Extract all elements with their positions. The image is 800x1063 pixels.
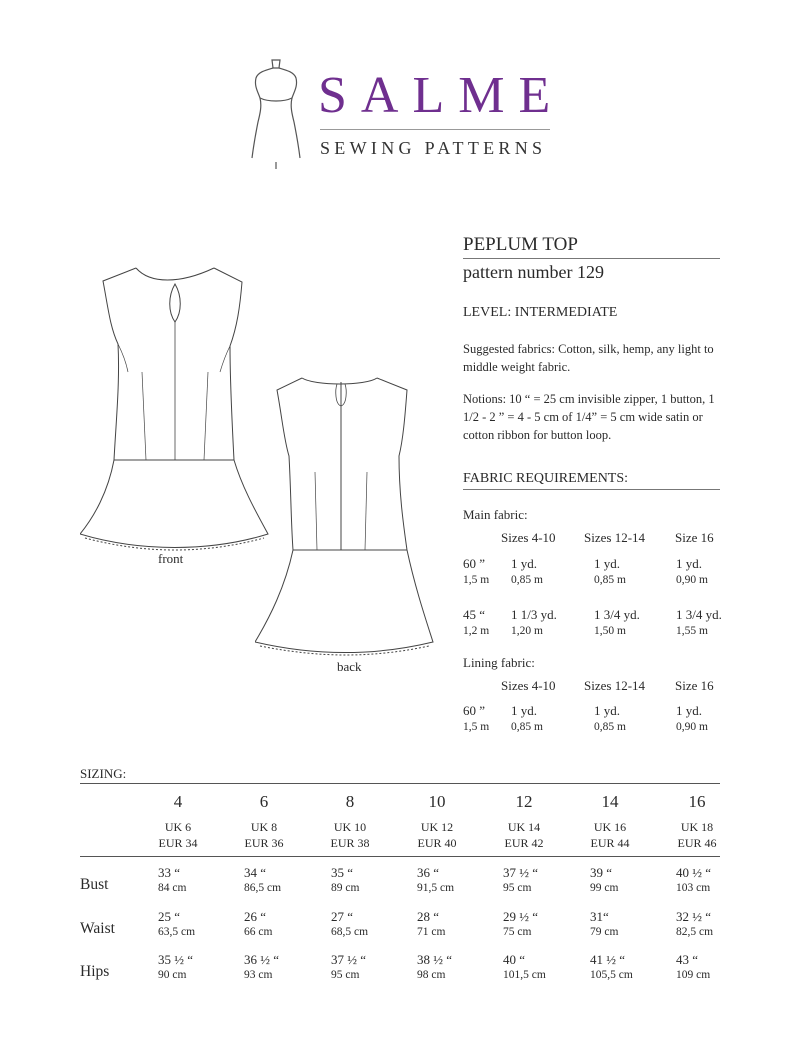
- measurement-cm: 93 cm: [244, 969, 273, 981]
- measurement-in: 35 ½ “: [158, 952, 194, 967]
- eur-size: EUR 36: [244, 836, 284, 850]
- measurement-in: 26 “: [244, 909, 267, 924]
- meters: 0,85 m: [594, 721, 626, 733]
- eur-size: EUR 42: [504, 836, 544, 850]
- measurement-cm: 89 cm: [331, 882, 360, 894]
- eur-size: EUR 46: [677, 836, 717, 850]
- brand-tagline: SEWING PATTERNS: [320, 138, 547, 158]
- size-number: 10: [428, 792, 446, 811]
- measurement-cm: 90 cm: [158, 969, 187, 981]
- size-number: 6: [259, 792, 269, 811]
- measurement-in: 37 ½ “: [503, 865, 539, 880]
- meters: 0,90 m: [676, 574, 708, 586]
- measurement-cm: 71 cm: [417, 926, 446, 938]
- measurement-in: 38 ½ “: [417, 952, 453, 967]
- measurement-cm: 105,5 cm: [590, 969, 633, 981]
- size-number: 16: [688, 792, 706, 811]
- measurement-cm: 86,5 cm: [244, 882, 282, 894]
- measurement-cm: 99 cm: [590, 882, 619, 894]
- uk-size: UK 16: [593, 820, 627, 834]
- measurement-cm: 95 cm: [331, 969, 360, 981]
- eur-size: EUR 40: [417, 836, 457, 850]
- uk-size: UK 18: [680, 820, 714, 834]
- measurement-in: 27 “: [331, 909, 354, 924]
- pattern-number: pattern number 129: [463, 262, 604, 282]
- level: LEVEL: INTERMEDIATE: [463, 305, 618, 320]
- measurement-in: 41 ½ “: [590, 952, 626, 967]
- front-label: front: [158, 551, 184, 566]
- uk-size: UK 8: [250, 820, 278, 834]
- measurement-cm: 66 cm: [244, 926, 273, 938]
- row-label-waist: Waist: [80, 920, 115, 937]
- yardage: 1 1/3 yd.: [511, 607, 557, 622]
- measurement-cm: 98 cm: [417, 969, 446, 981]
- meters: 1,50 m: [594, 625, 626, 637]
- measurement-in: 28 “: [417, 909, 440, 924]
- measurement-in: 29 ½ “: [503, 909, 539, 924]
- fabric-width-cm: 1,5 m: [463, 721, 490, 733]
- eur-size: EUR 38: [330, 836, 370, 850]
- yardage: 1 yd.: [676, 703, 702, 718]
- uk-size: UK 14: [507, 820, 541, 834]
- measurement-in: 37 ½ “: [331, 952, 367, 967]
- lining-header: Sizes 12-14: [584, 678, 646, 693]
- front-illustration: [80, 262, 270, 552]
- measurement-cm: 101,5 cm: [503, 969, 546, 981]
- eur-size: EUR 44: [590, 836, 630, 850]
- brand-divider: [320, 129, 550, 130]
- yardage: 1 yd.: [594, 556, 620, 571]
- measurement-in: 36 ½ “: [244, 952, 280, 967]
- uk-size: UK 10: [333, 820, 367, 834]
- size-number: 14: [601, 792, 619, 811]
- measurement-cm: 68,5 cm: [331, 926, 369, 938]
- fabric-width-cm: 1,5 m: [463, 574, 490, 586]
- fabric-divider: [463, 489, 720, 490]
- sizing-top-rule: [80, 783, 720, 784]
- measurement-in: 31“: [590, 909, 609, 924]
- measurement-in: 39 “: [590, 865, 613, 880]
- measurement-cm: 79 cm: [590, 926, 619, 938]
- dress-form-icon: [248, 58, 304, 170]
- yardage: 1 yd.: [511, 703, 537, 718]
- brand-name: SALME: [318, 67, 565, 124]
- pattern-title: PEPLUM TOP: [463, 234, 578, 255]
- measurement-in: 40 “: [503, 952, 526, 967]
- suggested-fabrics: Suggested fabrics: Cotton, silk, hemp, any light to middle weight fabric.: [463, 342, 714, 374]
- main-fabric-label: Main fabric:: [463, 507, 528, 522]
- row-label-hips: Hips: [80, 963, 110, 980]
- measurement-cm: 82,5 cm: [676, 926, 714, 938]
- meters: 0,85 m: [511, 721, 543, 733]
- main-header: Sizes 4-10: [501, 530, 556, 545]
- fabric-requirements-heading: FABRIC REQUIREMENTS:: [463, 471, 629, 486]
- lining-header: Sizes 4-10: [501, 678, 556, 693]
- yardage: 1 3/4 yd.: [676, 607, 722, 622]
- size-number: 4: [173, 792, 183, 811]
- size-number: 12: [515, 792, 533, 811]
- fabric-width: 60 ”: [463, 556, 486, 571]
- yardage: 1 yd.: [511, 556, 537, 571]
- measurement-cm: 75 cm: [503, 926, 532, 938]
- measurement-in: 32 ½ “: [676, 909, 712, 924]
- sizing-heading: SIZING:: [80, 766, 127, 781]
- measurement-cm: 63,5 cm: [158, 926, 196, 938]
- lining-fabric-label: Lining fabric:: [463, 655, 535, 670]
- measurement-in: 36 “: [417, 865, 440, 880]
- yardage: 1 yd.: [594, 703, 620, 718]
- yardage: 1 yd.: [676, 556, 702, 571]
- sizing-header-rule: [80, 856, 720, 857]
- meters: 1,20 m: [511, 625, 543, 637]
- eur-size: EUR 34: [158, 836, 198, 850]
- uk-size: UK 6: [164, 820, 192, 834]
- size-number: 8: [345, 792, 355, 811]
- measurement-in: 25 “: [158, 909, 181, 924]
- notions: Notions: 10 “ = 25 cm invisible zipper, 1 button, 1 1/2 - 2 ” = 4 - 5 cm of 1/4” = 5 cm wide satin or cotton ribbon for button loop.: [463, 392, 715, 442]
- fabric-width-cm: 1,2 m: [463, 625, 490, 637]
- main-header: Sizes 12-14: [584, 530, 646, 545]
- fabric-width: 60 ”: [463, 703, 486, 718]
- measurement-in: 40 ½ “: [676, 865, 712, 880]
- fabric-width: 45 “: [463, 607, 486, 622]
- meters: 0,85 m: [594, 574, 626, 586]
- lining-header: Size 16: [675, 678, 714, 693]
- measurement-cm: 103 cm: [676, 882, 711, 894]
- measurement-in: 43 “: [676, 952, 699, 967]
- measurement-cm: 95 cm: [503, 882, 532, 894]
- measurement-cm: 84 cm: [158, 882, 187, 894]
- yardage: 1 3/4 yd.: [594, 607, 640, 622]
- measurement-in: 34 “: [244, 865, 267, 880]
- row-label-bust: Bust: [80, 876, 109, 893]
- meters: 0,90 m: [676, 721, 708, 733]
- measurement-cm: 91,5 cm: [417, 882, 455, 894]
- measurement-cm: 109 cm: [676, 969, 711, 981]
- meters: 0,85 m: [511, 574, 543, 586]
- back-illustration: [255, 372, 435, 656]
- title-divider: [463, 258, 720, 259]
- meters: 1,55 m: [676, 625, 708, 637]
- back-label: back: [337, 659, 362, 674]
- measurement-in: 35 “: [331, 865, 354, 880]
- measurement-in: 33 “: [158, 865, 181, 880]
- main-header: Size 16: [675, 530, 714, 545]
- uk-size: UK 12: [420, 820, 454, 834]
